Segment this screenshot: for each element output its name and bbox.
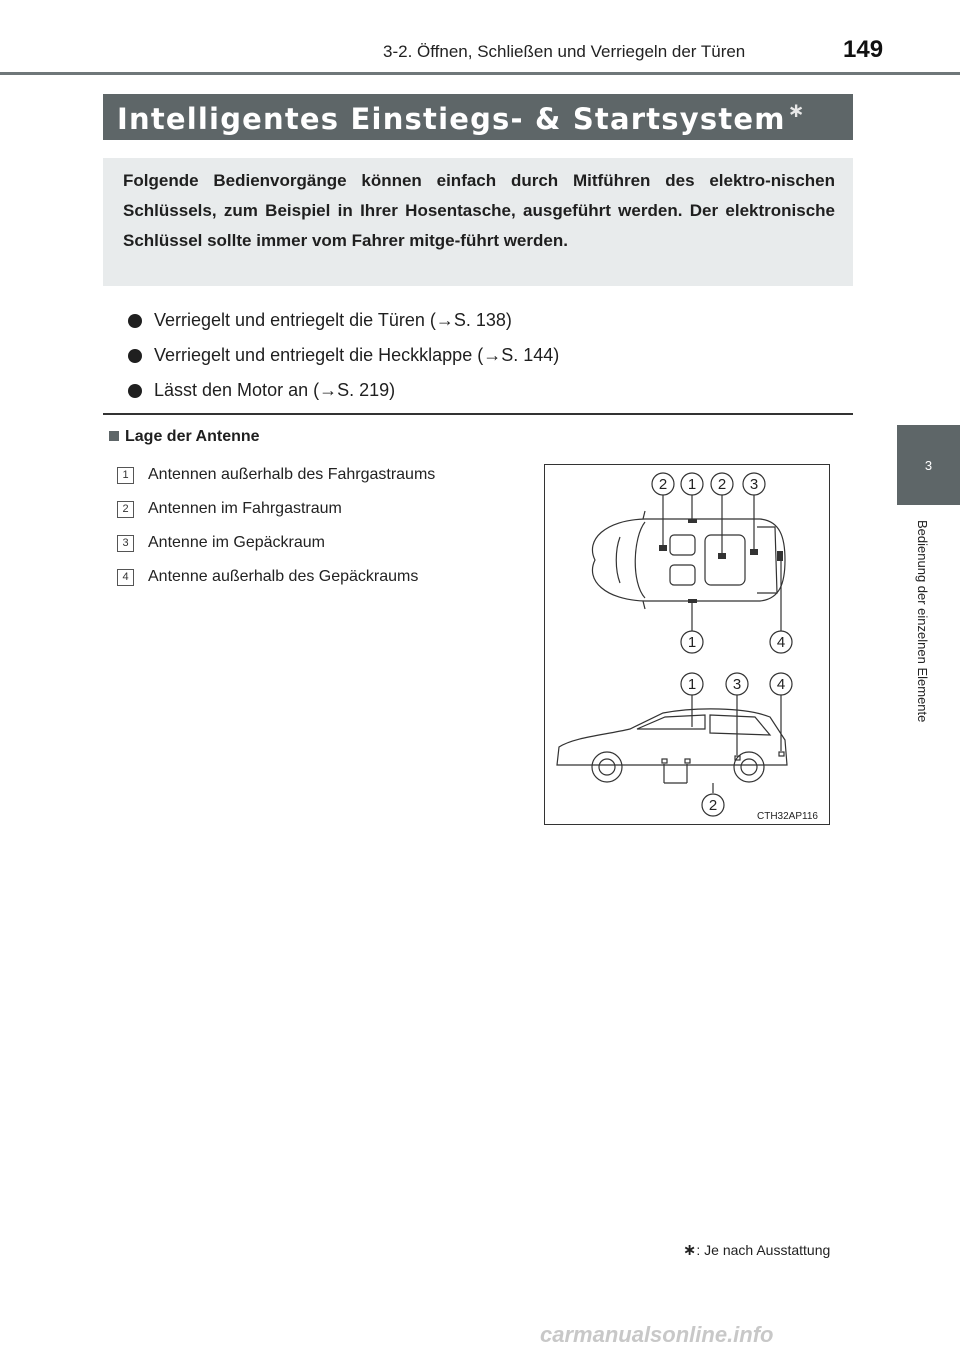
section-title-text: Intelligentes Einstiegs- & Startsystem bbox=[117, 102, 786, 136]
legend-item bbox=[117, 560, 435, 594]
car-top-view-icon bbox=[592, 511, 785, 609]
intro-text: Folgende Bedienvorgänge können einfach durch Mitführen des elektro-nischen Schlüssels, zum Beispiel in Ihrer Hosentasche, ausgeführt werden. Der elektronische Schlüssel sollte immer vom Fahrer mitge-führt werden. bbox=[123, 171, 835, 250]
asterisk-icon: ∗ bbox=[787, 98, 806, 122]
bullet-icon bbox=[128, 349, 142, 363]
list-item bbox=[128, 338, 559, 373]
legend-text: Antenne im Gepäckraum bbox=[148, 534, 325, 551]
callout-2: 2 bbox=[658, 476, 668, 493]
callout-4: 4 bbox=[776, 634, 786, 651]
car-side-view-icon bbox=[557, 709, 787, 782]
section-title bbox=[117, 98, 806, 136]
callout-3: 3 bbox=[732, 676, 742, 693]
watermark: carmanualsonline.info bbox=[540, 1322, 774, 1347]
bullet-icon bbox=[128, 314, 142, 328]
list-item bbox=[128, 303, 559, 338]
page-number: 149 bbox=[843, 36, 884, 63]
list-item-text: Verriegelt und entriegelt die Heckklappe (→S. 144) bbox=[154, 345, 560, 365]
legend-number: 1 bbox=[117, 467, 134, 484]
figure-code: CTH32AP116 bbox=[757, 811, 818, 822]
legend-number: 4 bbox=[117, 569, 134, 586]
section-rule bbox=[103, 413, 853, 415]
list-item-text: Lässt den Motor an (→S. 219) bbox=[154, 380, 396, 400]
antenna-figure bbox=[544, 464, 830, 825]
header-rule bbox=[0, 72, 960, 75]
section-title-banner bbox=[103, 94, 853, 140]
subsection-title: Lage der Antenne bbox=[125, 428, 260, 445]
chapter-tab-number: 3 bbox=[924, 457, 933, 473]
legend-item bbox=[117, 458, 435, 492]
legend-item bbox=[117, 492, 435, 526]
intro-box bbox=[103, 158, 853, 286]
callout-3: 3 bbox=[749, 476, 759, 493]
callout-4: 4 bbox=[776, 676, 786, 693]
chapter-tab bbox=[897, 425, 960, 505]
callout-1: 1 bbox=[687, 476, 697, 493]
feature-list bbox=[128, 303, 559, 408]
legend-number: 2 bbox=[117, 501, 134, 518]
running-header: 3-2. Öffnen, Schließen und Verriegeln der Türen bbox=[383, 42, 746, 61]
antenna-legend bbox=[117, 458, 435, 594]
footnote bbox=[683, 1240, 830, 1260]
subsection-heading bbox=[109, 428, 260, 446]
legend-text: Antennen im Fahrgastraum bbox=[148, 500, 342, 517]
callout-1: 1 bbox=[687, 676, 697, 693]
callout-2: 2 bbox=[717, 476, 727, 493]
list-item-text: Verriegelt und entriegelt die Türen (→S. 138) bbox=[154, 310, 512, 330]
legend-number: 3 bbox=[117, 535, 134, 552]
bullet-icon bbox=[128, 384, 142, 398]
footnote-text: : Je nach Ausstattung bbox=[696, 1242, 831, 1258]
chapter-tab-label: Bedienung der einzelnen Elemente bbox=[915, 520, 930, 723]
legend-text: Antennen außerhalb des Fahrgastraums bbox=[148, 466, 436, 483]
list-item bbox=[128, 373, 559, 408]
square-bullet-icon bbox=[109, 431, 119, 441]
antenna-diagram bbox=[545, 465, 829, 824]
legend-text: Antenne außerhalb des Gepäckraums bbox=[148, 568, 419, 585]
callout-1: 1 bbox=[687, 634, 697, 651]
asterisk-icon: ∗ bbox=[683, 1242, 697, 1259]
callout-2: 2 bbox=[708, 797, 718, 814]
legend-item bbox=[117, 526, 435, 560]
